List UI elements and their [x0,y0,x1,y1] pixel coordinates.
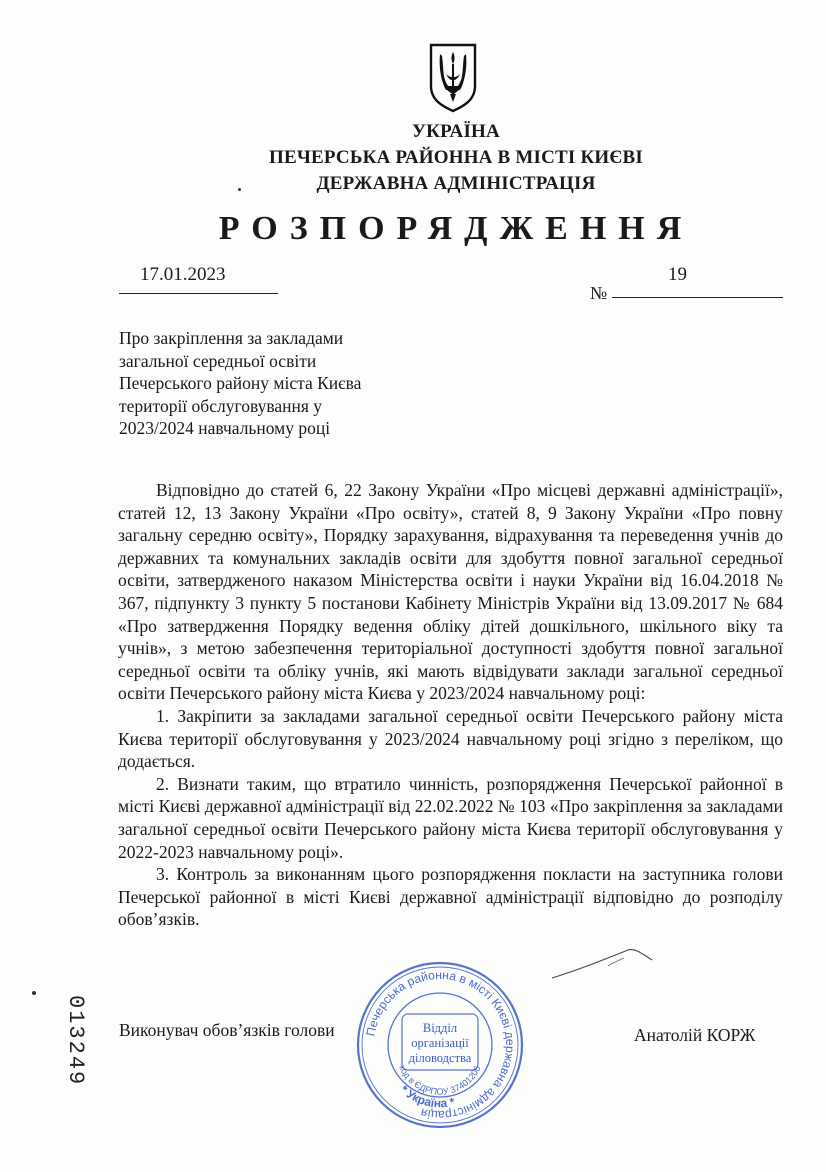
seal-outer-text: Печерська районна в місті Києві державна адміністрація [363,967,518,1123]
subject-line: Печерського району міста Києва [119,373,362,393]
document-number: 19 [668,264,687,285]
order-item-3: 3. Контроль за виконанням цього розпорядження покласти на заступника голови Печерської районної в місті Києві державної адміністрації відповідно до розподілу обов’язків. [118,864,783,930]
seal-code-text: код в ЄДРПОУ 37401206 [397,1063,483,1097]
document-title: РОЗПОРЯДЖЕННЯ [218,210,694,247]
subject-line: 2023/2024 навчальному році [119,418,331,438]
document-body [118,479,783,931]
official-seal [355,960,525,1130]
subject-line: Про закріплення за закладами [119,328,344,348]
seal-inner-line: діловодства [408,1051,472,1065]
seal-inner-line: організації [411,1036,469,1050]
number-underline [612,297,783,298]
seal-inner-line: Відділ [422,1021,458,1035]
speck [238,188,241,191]
preamble-paragraph: Відповідно до статей 6, 22 Закону України «Про місцеві державні адміністрації», статей 12, 13 Закону України «Про освіту», статей 8, 9 Закону України «Про повну загальну середню освіту», Порядку зарахування, відрахування та переведення учнів до державних та комунальних закладів освіти для здобуття повної загальної середньої освіти, затвердженого наказом Міністерства освіти і науки України від 16.04.2018 № 367, підпункту 3 пункту 5 постанови Кабінету Міністрів України від 13.09.2017 № 684 «Про затвердження Порядку ведення обліку дітей дошкільного, шкільного віку та учнів», з метою забезпечення територіальної доступності здобуття повної загальної середньої освіти та обліку учнів, які мають відвідувати заклади загальної середньої освіти Печерського району міста Києва у 2023/2024 навчальному році: [118,480,783,704]
order-item-1: 1. Закріпити за закладами загальної середньої освіти Печерського району міста Києва території обслуговування у 2023/2024 навчальному році згідно з переліком, що додається. [118,705,783,772]
registration-number: 013249 [63,995,88,1087]
date-underline [119,293,278,294]
speck [32,991,36,995]
org-heading-line1: ПЕЧЕРСЬКА РАЙОННА В МІСТІ КИЄВІ [269,147,643,168]
document-date: 17.01.2023 [140,264,226,285]
trident-emblem-icon [428,42,478,114]
subject-line: території обслуговування у [119,395,323,416]
seal-bottom-text: * Україна * [397,1082,456,1111]
org-heading-line2: ДЕРЖАВНА АДМІНІСТРАЦІЯ [316,173,596,194]
country-heading: УКРАЇНА [412,121,500,142]
order-item-2: 2. Визнати таким, що втратило чинність, розпорядження Печерської районної в місті Києві державної адміністрації від 22.02.2022 № 103 «Про закріплення за закладами загальної середньої освіти Печерського району міста Києва території обслуговування у 2022-2023 навчальному році». [118,773,783,862]
number-sign: № [590,283,608,303]
handwritten-signature [548,944,658,984]
document-subject [119,327,419,440]
signatory-name: Анатолій КОРЖ [634,1025,756,1045]
subject-line: загальної середньої освіти [119,350,317,371]
signatory-position: Виконувач обов’язків голови [119,1020,335,1040]
